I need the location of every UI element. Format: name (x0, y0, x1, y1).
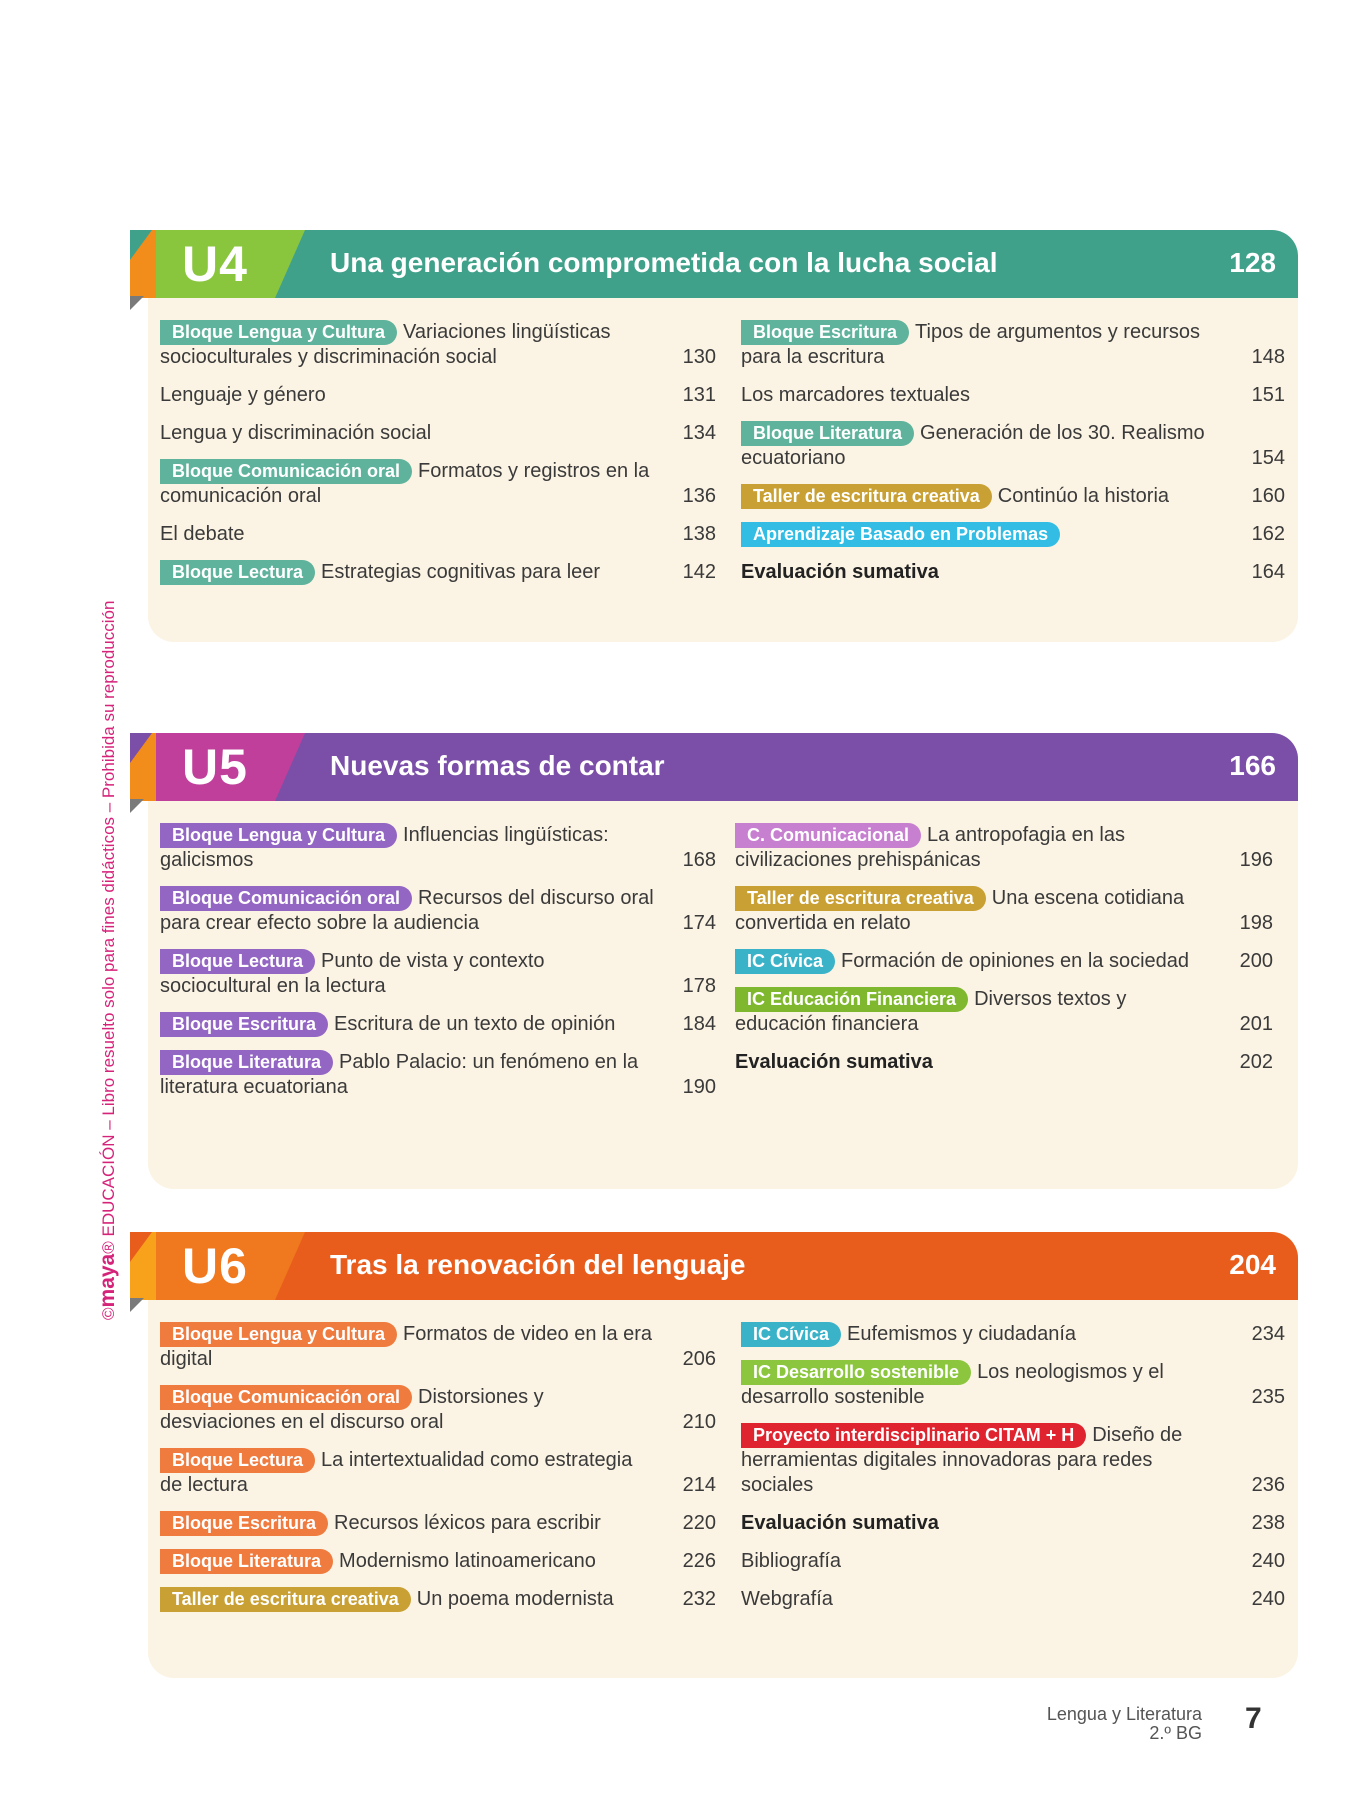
toc-entry[interactable] (160, 1511, 716, 1536)
badge-taller-de-escritura-creativa: Taller de escritura creativa (160, 1587, 411, 1612)
entry-title: Una escena cotidiana convertida en relato (735, 887, 1185, 934)
unit-4-section (130, 230, 1298, 642)
entry-title: Generación de los 30. Realismo ecuatoriano (741, 422, 1205, 469)
toc-entry[interactable] (160, 1050, 716, 1100)
left-column (160, 1322, 716, 1625)
entry-page-number: 202 (1239, 1051, 1273, 1073)
entry-text-wrapper (160, 1549, 716, 1574)
entry-page-number: 131 (682, 384, 716, 406)
entry-text-wrapper (741, 1511, 1285, 1536)
left-column (160, 823, 716, 1113)
toc-entry[interactable] (160, 320, 716, 370)
entry-page-number: 210 (682, 1411, 716, 1433)
entry-page-number: 238 (1251, 1512, 1285, 1534)
entry-page-number: 130 (682, 346, 716, 368)
entry-page-number: 206 (682, 1348, 716, 1370)
badge-ic-civica: IC Cívica (741, 1322, 841, 1347)
footer-title (1047, 1705, 1202, 1743)
toc-entry[interactable] (741, 522, 1285, 547)
entry-page-number: 178 (682, 975, 716, 997)
badge-ic-desarrollo-sostenible: IC Desarrollo sostenible (741, 1360, 971, 1385)
toc-entry[interactable] (735, 949, 1273, 974)
entry-text-wrapper (741, 1549, 1285, 1574)
toc-entry[interactable] (160, 886, 716, 936)
entry-page-number: 234 (1251, 1323, 1285, 1345)
entry-page-number: 164 (1251, 561, 1285, 583)
entry-title: Los neologismos y el desarrollo sostenible (741, 1361, 1164, 1408)
badge-bloque-literatura: Bloque Literatura (160, 1050, 333, 1075)
entry-page-number: 151 (1251, 384, 1285, 406)
entry-title: Evaluación sumativa (741, 1512, 939, 1534)
entry-text-wrapper (160, 421, 716, 446)
entry-text-wrapper (741, 484, 1285, 509)
toc-entry[interactable] (741, 1511, 1285, 1536)
unit-page: 128 (1229, 247, 1276, 278)
entry-title: Recursos del discurso oral para crear efecto sobre la audiencia (160, 887, 654, 934)
toc-entry[interactable] (741, 1549, 1285, 1574)
entry-text-wrapper (160, 1385, 716, 1435)
entry-text-wrapper (741, 1360, 1285, 1410)
entry-title: Lengua y discriminación social (160, 422, 432, 444)
toc-entry[interactable] (160, 823, 716, 873)
entry-text-wrapper (160, 560, 716, 585)
entry-text-wrapper (741, 1423, 1285, 1498)
toc-entry[interactable] (160, 1385, 716, 1435)
badge-bloque-lectura: Bloque Lectura (160, 949, 315, 974)
badge-aprendizaje-basado-en-problemas: Aprendizaje Basado en Problemas (741, 522, 1060, 547)
entry-title: La intertextualidad como estrategia de lectura (160, 1449, 633, 1496)
toc-entry[interactable] (735, 1050, 1273, 1075)
copyright-text: EDUCACIÓN – Libro resuelto solo para fines didácticos – Prohibida su reproducción (99, 600, 118, 1237)
toc-entry[interactable] (741, 1322, 1285, 1347)
entry-text-wrapper (160, 522, 716, 547)
entry-page-number: 226 (682, 1550, 716, 1572)
toc-entry[interactable] (735, 987, 1273, 1037)
toc-entry[interactable] (741, 383, 1285, 408)
entry-page-number: 220 (682, 1512, 716, 1534)
badge-c-comunicacional: C. Comunicacional (735, 823, 921, 848)
entry-text-wrapper (741, 522, 1285, 547)
entry-page-number: 174 (682, 912, 716, 934)
entry-title: Bibliografía (741, 1550, 842, 1572)
toc-entry[interactable] (160, 459, 716, 509)
toc-entry[interactable] (160, 1448, 716, 1498)
unit-header (130, 733, 1298, 801)
toc-entry[interactable] (160, 560, 716, 585)
entry-title: Modernismo latinoamericano (339, 1550, 596, 1572)
unit-tag: U5 (182, 739, 248, 795)
entry-text-wrapper (741, 320, 1285, 370)
entry-page-number: 134 (682, 422, 716, 444)
badge-bloque-literatura: Bloque Literatura (160, 1549, 333, 1574)
entry-title: Influencias lingüísticas: galicismos (160, 824, 609, 871)
toc-entry[interactable] (735, 823, 1273, 873)
entry-page-number: 142 (682, 561, 716, 583)
badge-bloque-escritura: Bloque Escritura (160, 1511, 328, 1536)
entry-text-wrapper (741, 560, 1285, 585)
toc-entry[interactable] (741, 421, 1285, 471)
toc-entry[interactable] (160, 1322, 716, 1372)
toc-entry[interactable] (741, 1587, 1285, 1612)
entry-title: Formación de opiniones en la sociedad (841, 950, 1190, 972)
right-column (735, 823, 1273, 1088)
entry-text-wrapper (160, 1050, 716, 1100)
entry-text-wrapper (160, 823, 716, 873)
entry-text-wrapper (735, 823, 1273, 873)
unit-5-section (130, 733, 1298, 1189)
entry-text-wrapper (160, 320, 716, 370)
toc-entry[interactable] (160, 421, 716, 446)
badge-bloque-lengua-y-cultura: Bloque Lengua y Cultura (160, 823, 397, 848)
entry-page-number: 240 (1251, 1588, 1285, 1610)
entry-text-wrapper (160, 949, 716, 999)
right-column (741, 320, 1285, 598)
entry-title: Un poema modernista (416, 1588, 614, 1610)
entry-page-number: 162 (1251, 523, 1285, 545)
badge-proyecto-interdisciplinario-citam-h: Proyecto interdisciplinario CITAM + H (741, 1423, 1086, 1448)
toc-entry[interactable] (160, 383, 716, 408)
entry-text-wrapper (160, 1511, 716, 1536)
badge-bloque-lengua-y-cultura: Bloque Lengua y Cultura (160, 1322, 397, 1347)
entry-text-wrapper (160, 1322, 716, 1372)
entry-page-number: 138 (682, 523, 716, 545)
entry-text-wrapper (741, 1587, 1285, 1612)
entry-title: Escritura de un texto de opinión (334, 1013, 616, 1035)
entry-title: Evaluación sumativa (735, 1051, 933, 1073)
badge-ic-civica: IC Cívica (735, 949, 835, 974)
badge-ic-educacion-financiera: IC Educación Financiera (735, 987, 968, 1012)
unit-title: Una generación comprometida con la lucha social (330, 247, 998, 278)
badge-taller-de-escritura-creativa: Taller de escritura creativa (741, 484, 992, 509)
toc-entry[interactable] (741, 1360, 1285, 1410)
toc-entry[interactable] (160, 522, 716, 547)
entry-title: Formatos de video en la era digital (160, 1323, 653, 1370)
toc-entry[interactable] (160, 1587, 716, 1612)
badge-bloque-comunicacion-oral: Bloque Comunicación oral (160, 886, 412, 911)
entry-page-number: 201 (1239, 1013, 1273, 1035)
unit-page: 166 (1229, 750, 1276, 781)
entry-page-number: 235 (1251, 1386, 1285, 1408)
toc-entry[interactable] (160, 949, 716, 999)
unit-header (130, 230, 1298, 298)
entry-title: Estrategias cognitivas para leer (321, 561, 601, 583)
unit-header (130, 1232, 1298, 1300)
entry-page-number: 198 (1239, 912, 1273, 934)
entry-page-number: 232 (682, 1588, 716, 1610)
entry-title: Formatos y registros en la comunicación oral (160, 460, 650, 507)
entry-title: Los marcadores textuales (741, 384, 971, 406)
unit-page: 204 (1229, 1249, 1276, 1280)
entry-page-number: 236 (1251, 1474, 1285, 1496)
entry-text-wrapper (160, 1587, 716, 1612)
entry-title: Tipos de argumentos y recursos para la escritura (741, 321, 1200, 368)
footer-grade: 2.º BG (1149, 1723, 1202, 1743)
copyright-sidebar: ©maya® EDUCACIÓN – Libro resuelto solo para fines didácticos – Prohibida su reproducción (96, 600, 119, 1320)
entry-text-wrapper (735, 886, 1273, 936)
entry-title: Evaluación sumativa (741, 561, 939, 583)
entry-page-number: 168 (682, 849, 716, 871)
toc-entry[interactable] (741, 320, 1285, 370)
entry-text-wrapper (160, 886, 716, 936)
entry-page-number: 148 (1251, 346, 1285, 368)
footer-subject: Lengua y Literatura (1046, 1704, 1202, 1724)
badge-bloque-escritura: Bloque Escritura (160, 1012, 328, 1037)
entry-page-number: 200 (1239, 950, 1273, 972)
right-column (741, 1322, 1285, 1625)
entry-page-number: 154 (1251, 447, 1285, 469)
entry-title: Pablo Palacio: un fenómeno en la literatura ecuatoriana (160, 1051, 639, 1098)
entry-text-wrapper (160, 1448, 716, 1498)
toc-entry[interactable] (741, 1423, 1285, 1498)
badge-bloque-literatura: Bloque Literatura (741, 421, 914, 446)
entry-page-number: 160 (1251, 485, 1285, 507)
badge-bloque-lectura: Bloque Lectura (160, 560, 315, 585)
badge-taller-de-escritura-creativa: Taller de escritura creativa (735, 886, 986, 911)
entry-page-number: 190 (682, 1076, 716, 1098)
badge-bloque-lengua-y-cultura: Bloque Lengua y Cultura (160, 320, 397, 345)
entry-text-wrapper (735, 987, 1273, 1037)
entry-text-wrapper (741, 1322, 1285, 1347)
entry-title: Eufemismos y ciudadanía (847, 1323, 1077, 1345)
toc-entry[interactable] (741, 560, 1285, 585)
entry-text-wrapper (741, 421, 1285, 471)
entry-title: Variaciones lingüísticas socioculturales y discriminación social (160, 321, 611, 368)
entry-title: La antropofagia en las civilizaciones prehispánicas (735, 824, 1125, 871)
entry-page-number: 136 (682, 485, 716, 507)
toc-entry[interactable] (741, 484, 1285, 509)
badge-bloque-escritura: Bloque Escritura (741, 320, 909, 345)
entry-page-number: 184 (682, 1013, 716, 1035)
entry-title: Distorsiones y desviaciones en el discurso oral (160, 1386, 544, 1433)
entry-title: Diversos textos y educación financiera (735, 988, 1127, 1035)
unit-title: Tras la renovación del lenguaje (330, 1249, 746, 1280)
entry-text-wrapper (160, 459, 716, 509)
entry-page-number: 214 (682, 1474, 716, 1496)
badge-bloque-lectura: Bloque Lectura (160, 1448, 315, 1473)
entry-title: Webgrafía (741, 1588, 833, 1610)
entry-text-wrapper (160, 383, 716, 408)
entry-title: Diseño de herramientas digitales innovadoras para redes sociales (741, 1424, 1183, 1496)
badge-bloque-comunicacion-oral: Bloque Comunicación oral (160, 1385, 412, 1410)
unit-tag: U6 (182, 1238, 248, 1294)
unit-title: Nuevas formas de contar (330, 750, 665, 781)
toc-entry[interactable] (160, 1549, 716, 1574)
badge-bloque-comunicacion-oral: Bloque Comunicación oral (160, 459, 412, 484)
left-column (160, 320, 716, 598)
entry-title: Lenguaje y género (160, 384, 326, 406)
entry-page-number: 196 (1239, 849, 1273, 871)
entry-text-wrapper (735, 1050, 1273, 1075)
unit-tag: U4 (182, 236, 248, 292)
entry-title: Recursos léxicos para escribir (334, 1512, 601, 1534)
toc-entry[interactable] (160, 1012, 716, 1037)
entry-title: Punto de vista y contexto sociocultural en la lectura (160, 950, 545, 997)
entry-text-wrapper (741, 383, 1285, 408)
entry-title: Continúo la historia (997, 485, 1170, 507)
toc-entry[interactable] (735, 886, 1273, 936)
entry-text-wrapper (160, 1012, 716, 1037)
entry-page-number: 240 (1251, 1550, 1285, 1572)
page-number: 7 (1245, 1702, 1262, 1735)
entry-title: El debate (160, 523, 245, 545)
entry-text-wrapper (735, 949, 1273, 974)
brand-logo: maya (96, 1253, 119, 1308)
unit-6-section (130, 1232, 1298, 1678)
